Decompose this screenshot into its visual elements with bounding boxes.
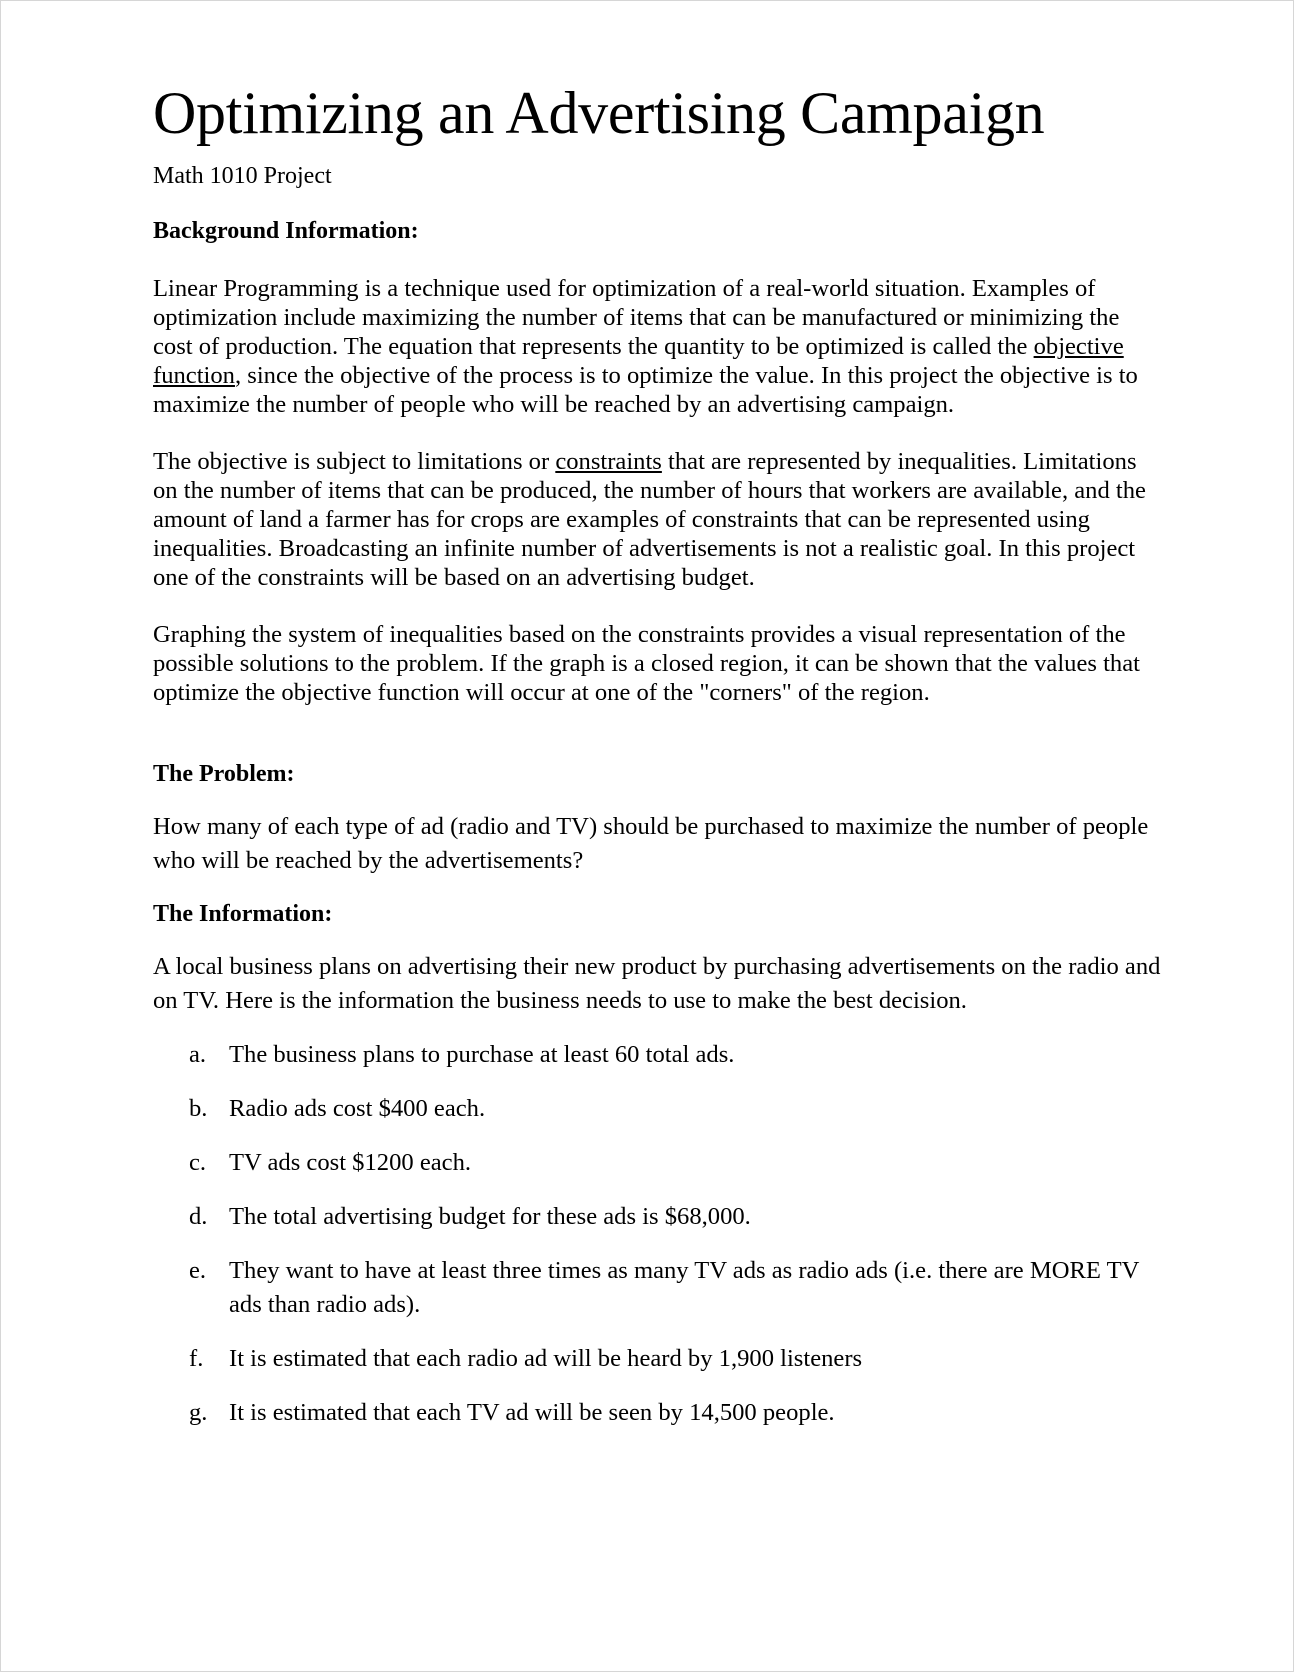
background-heading: Background Information: — [153, 218, 419, 244]
list-item-text: TV ads cost $1200 each. — [229, 1149, 472, 1176]
list-item — [153, 1200, 1163, 1234]
list-item-text: It is estimated that each TV ad will be seen by 14,500 people. — [229, 1399, 835, 1426]
problem-text: How many of each type of ad (radio and TV) should be purchased to maximize the number of people who will be reached by the advertisements? — [153, 813, 1149, 874]
information-heading: The Information: — [153, 901, 333, 927]
background-p2-part1: The objective is subject to limitations or — [153, 448, 556, 475]
list-item-text: The total advertising budget for these ads is $68,000. — [229, 1203, 751, 1230]
document-content — [153, 77, 1163, 1430]
list-marker: a. — [189, 1041, 207, 1068]
list-item — [153, 1396, 1163, 1430]
document-subtitle: Math 1010 Project — [153, 163, 332, 189]
information-intro: A local business plans on advertising their new product by purchasing advertisements on the radio and on TV. Here is the information the business needs to use to make the best decision. — [153, 953, 1161, 1014]
list-item-text: Radio ads cost $400 each. — [229, 1095, 486, 1122]
problem-heading: The Problem: — [153, 761, 295, 787]
list-marker: e. — [189, 1257, 207, 1284]
list-item — [153, 1146, 1163, 1180]
background-p2-part2: that are represented by inequalities. Limitations on the number of items that can be produced, the number of hours that workers are available, and the amount of land a farmer has for crops are examples of constraints that can be represented using inequalities. Broadcasting an infinite number of advertisements is not a realistic goal. In this project one of the constraints will be based on an advertising budget. — [153, 448, 1146, 591]
information-list — [153, 1038, 1163, 1430]
background-p1-part2: , since the objective of the process is to optimize the value. In this project the objective is to maximize the number of people who will be reached by an advertising campaign. — [153, 362, 1138, 418]
list-marker: d. — [189, 1203, 208, 1230]
list-marker: f. — [189, 1345, 204, 1372]
background-p1-part1: Linear Programming is a technique used for optimization of a real-world situation. Examples of optimization include maximizing the number of items that can be manufactured or minimizing the cost of production. The equation that represents the quantity to be optimized is called the — [153, 275, 1120, 360]
list-item — [153, 1038, 1163, 1072]
list-item-text: They want to have at least three times as many TV ads as radio ads (i.e. there are MORE TV ads than radio ads). — [229, 1257, 1139, 1318]
list-item — [153, 1254, 1163, 1322]
constraints-term: constraints — [555, 448, 662, 475]
background-paragraph-3: Graphing the system of inequalities based on the constraints provides a visual representation of the possible solutions to the problem. If the graph is a closed region, it can be shown that the values that optimize the objective function will occur at one of the "corners" of the region. — [153, 621, 1140, 706]
list-item — [153, 1342, 1163, 1376]
list-marker: g. — [189, 1399, 208, 1426]
list-item — [153, 1092, 1163, 1126]
background-paragraph-2 — [153, 447, 1163, 592]
list-marker: b. — [189, 1095, 208, 1122]
objective-function-term: objective function — [153, 333, 1124, 389]
list-item-text: It is estimated that each radio ad will be heard by 1,900 listeners — [229, 1345, 863, 1372]
document-title: Optimizing an Advertising Campaign — [153, 80, 1045, 146]
list-marker: c. — [189, 1149, 207, 1176]
list-item-text: The business plans to purchase at least 60 total ads. — [229, 1041, 735, 1068]
background-paragraph-1 — [153, 274, 1163, 419]
